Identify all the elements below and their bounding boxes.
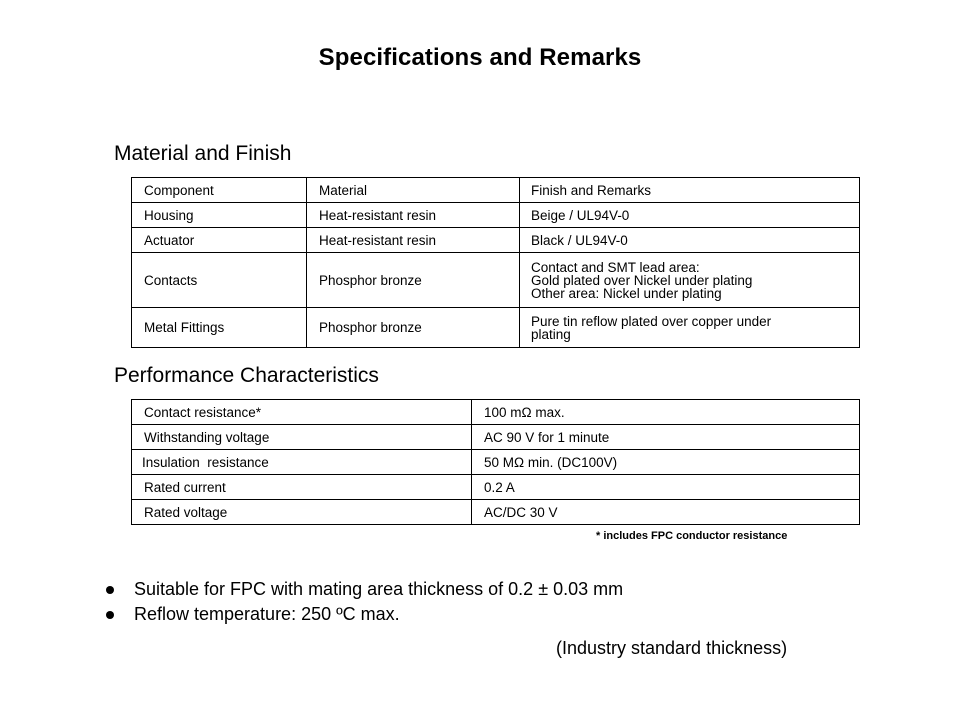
table-cell: AC/DC 30 V: [472, 500, 860, 525]
table-cell: Actuator: [132, 228, 307, 253]
industry-note: (Industry standard thickness): [556, 638, 788, 658]
bullet-list: [104, 577, 623, 627]
table-cell: Black / UL94V-0: [520, 228, 860, 253]
table-row: [132, 228, 860, 253]
table-cell-multiline: [520, 308, 860, 348]
table-header-cell: Material: [307, 178, 520, 203]
bullet-text: Suitable for FPC with mating area thickness of 0.2 ± 0.03 mm: [134, 579, 624, 599]
table-row: [132, 253, 860, 308]
page-title: Specifications and Remarks: [318, 44, 642, 71]
table-cell: 100 mΩ max.: [472, 400, 860, 425]
finish-line: Gold plated over Nickel under plating: [531, 272, 753, 288]
table-cell: Phosphor bronze: [307, 253, 520, 308]
table-row: [132, 500, 860, 525]
table-cell: Withstanding voltage: [132, 425, 472, 450]
table-row: [132, 425, 860, 450]
table-row: [132, 400, 860, 425]
material-table: [131, 177, 860, 348]
table-row: [132, 308, 860, 348]
table-cell: Contact resistance*: [132, 400, 472, 425]
table-header-cell: Component: [132, 178, 307, 203]
table-cell: Rated current: [132, 475, 472, 500]
finish-line: Other area: Nickel under plating: [531, 285, 722, 301]
performance-table: [131, 399, 860, 525]
table-cell: AC 90 V for 1 minute: [472, 425, 860, 450]
table-row: [132, 475, 860, 500]
bullet-text: Reflow temperature: 250 ºC max.: [134, 604, 400, 624]
table-row: [132, 178, 860, 203]
performance-heading: Performance Characteristics: [114, 364, 379, 387]
table-cell: Phosphor bronze: [307, 308, 520, 348]
table-cell: Heat-resistant resin: [307, 228, 520, 253]
table-cell: Housing: [132, 203, 307, 228]
finish-line: Contact and SMT lead area:: [531, 259, 700, 275]
table-cell: Beige / UL94V-0: [520, 203, 860, 228]
footnote: * includes FPC conductor resistance: [596, 530, 788, 542]
list-item: [104, 577, 623, 602]
table-cell: 50 MΩ min. (DC100V): [472, 450, 860, 475]
finish-line: plating: [531, 326, 571, 342]
table-cell: Heat-resistant resin: [307, 203, 520, 228]
table-cell: 0.2 A: [472, 475, 860, 500]
table-cell: Insulation resistance: [132, 450, 472, 475]
bullet-icon: [106, 586, 114, 594]
table-row: [132, 450, 860, 475]
material-heading: Material and Finish: [114, 142, 292, 165]
finish-line: Pure tin reflow plated over copper under: [531, 313, 772, 329]
table-row: [132, 203, 860, 228]
bullet-icon: [106, 611, 114, 619]
table-cell: Rated voltage: [132, 500, 472, 525]
table-cell-multiline: [520, 253, 860, 308]
table-cell: Metal Fittings: [132, 308, 307, 348]
table-cell: Contacts: [132, 253, 307, 308]
table-header-cell: Finish and Remarks: [520, 178, 860, 203]
list-item: [104, 602, 623, 627]
